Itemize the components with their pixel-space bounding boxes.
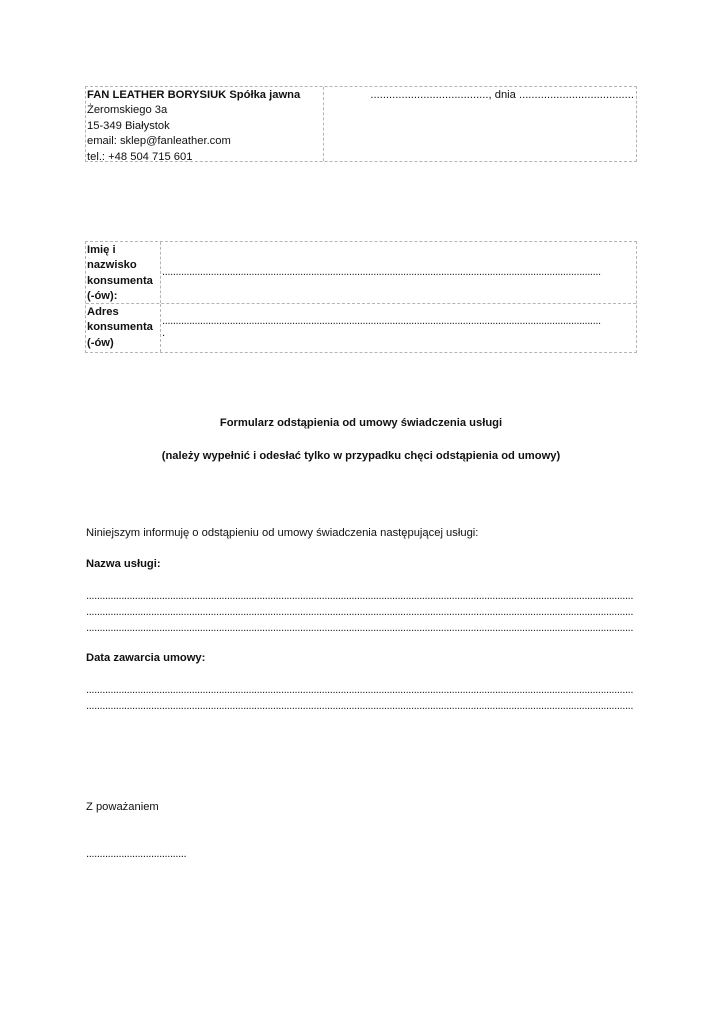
consumer-address-row	[86, 303, 636, 352]
company-info	[86, 87, 324, 161]
consumer-name-row	[86, 242, 636, 303]
service-name-label: Nazwa usługi:	[86, 558, 161, 570]
company-street: Żeromskiego 3a	[87, 104, 168, 117]
form-title: Formularz odstąpienia od umowy świadczenia usługi	[219, 417, 503, 429]
form-subtitle: (należy wypełnić i odesłać tylko w przypadku chęci odstąpienia od umowy)	[161, 450, 561, 462]
company-phone: tel.: +48 504 715 601	[87, 150, 193, 163]
consumer-address-field[interactable]	[161, 304, 636, 352]
consumer-name-field[interactable]	[161, 242, 636, 303]
company-email: email: sklep@fanleather.com	[87, 135, 231, 148]
closing-text: Z poważaniem	[86, 801, 159, 813]
consumer-table	[85, 241, 637, 353]
service-name-line-2[interactable]: ..........................................................................................................................................................................................................	[86, 606, 634, 618]
consumer-name-dots: ..................................................................................................................................................................	[162, 266, 601, 278]
contract-date-label: Data zawarcia umowy:	[86, 652, 206, 664]
consumer-address-dots-2: .	[162, 327, 166, 339]
contract-date-line-1[interactable]: ..........................................................................................................................................................................................................	[86, 684, 634, 696]
contract-date-line-2[interactable]: ..........................................................................................................................................................................................................	[86, 700, 634, 712]
service-name-line-3[interactable]: ..........................................................................................................................................................................................................	[86, 622, 634, 634]
place-date-field[interactable]: ......................................, dnia .....................................	[370, 89, 634, 101]
header-table	[85, 86, 637, 162]
service-name-line-1[interactable]: ..........................................................................................................................................................................................................	[86, 590, 634, 602]
consumer-name-label: Imię i nazwisko konsumenta (-ów):	[86, 242, 161, 303]
consumer-address-label: Adres konsumenta (-ów)	[86, 304, 161, 352]
company-city: 15-349 Białystok	[87, 119, 170, 132]
signature-line[interactable]: .....................................	[86, 848, 187, 860]
intro-text: Niniejszym informuję o odstąpieniu od umowy świadczenia następującej usługi:	[86, 527, 479, 539]
company-name: FAN LEATHER BORYSIUK Spółka jawna	[87, 89, 301, 101]
consumer-address-dots: ..................................................................................................................................................................	[162, 315, 601, 327]
